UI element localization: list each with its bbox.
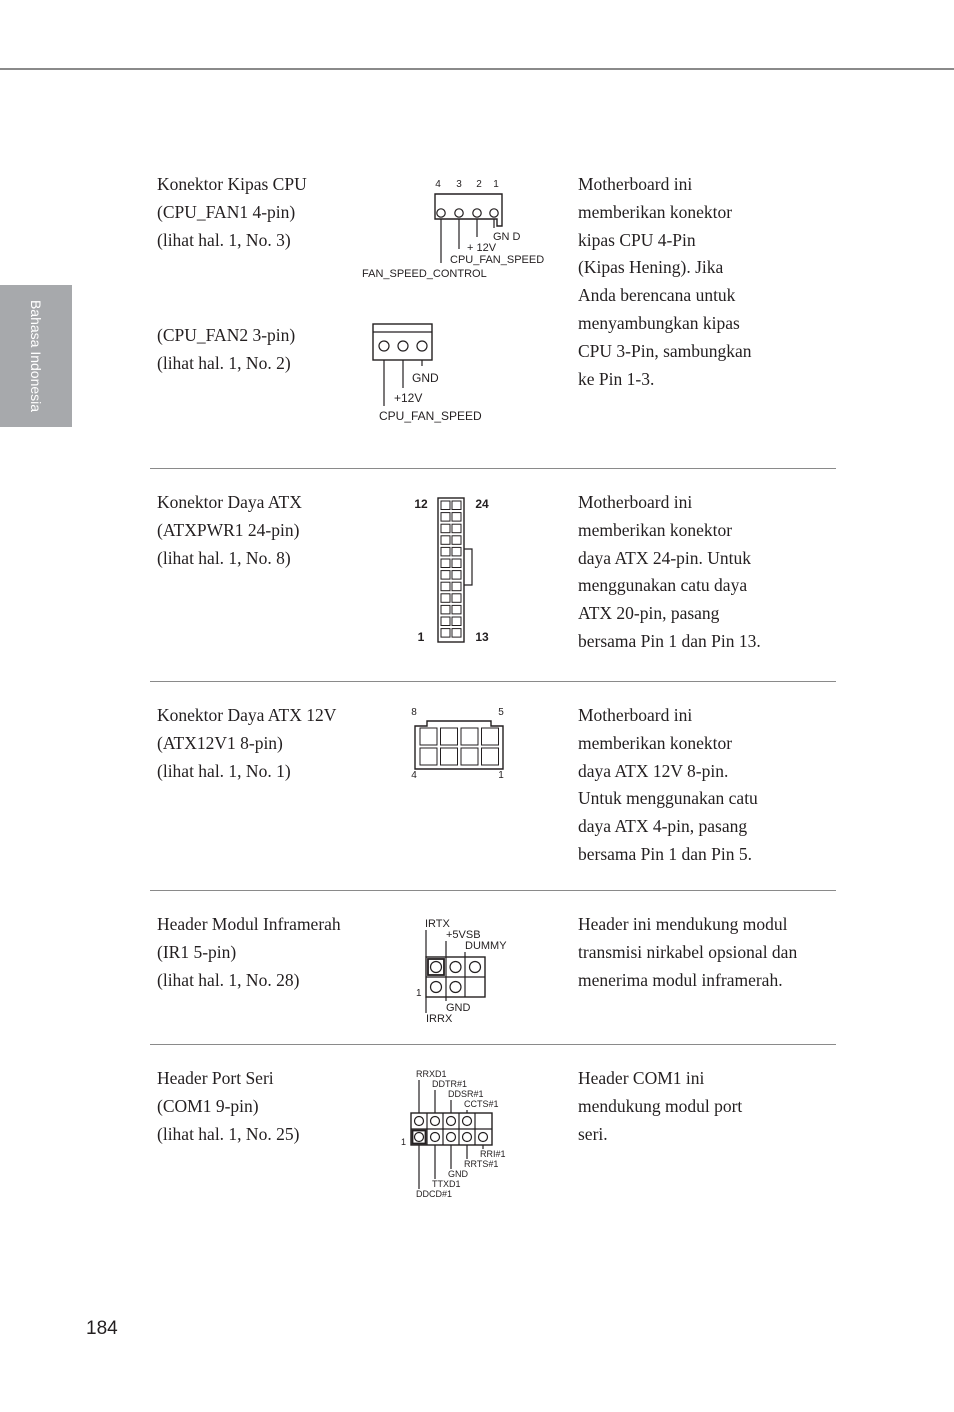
atx12v-title: Konektor Daya ATX 12V (ATX12V1 8-pin) (lihat hal. 1, No. 1) bbox=[157, 705, 337, 781]
cpu-fan-speed-label: CPU_FAN_SPEED bbox=[379, 409, 482, 423]
rrxd1-label: RRXD1 bbox=[416, 1069, 447, 1079]
gnd-label: GND bbox=[412, 371, 439, 385]
atx12v-diagram bbox=[405, 702, 515, 784]
top-rule bbox=[0, 68, 954, 70]
section-divider bbox=[150, 468, 836, 469]
cpu-fan-speed-label: CPU_FAN_SPEED bbox=[450, 254, 545, 266]
pin-number: 2 bbox=[476, 179, 482, 190]
dummy-label: DUMMY bbox=[465, 940, 507, 952]
side-tab-label: Bahasa Indonesia bbox=[28, 299, 44, 413]
pin-one-label: 1 bbox=[416, 988, 422, 999]
pin-number: 4 bbox=[435, 179, 441, 190]
ir-header-title: Header Modul Inframerah (IR1 5-pin) (lihat hal. 1, No. 28) bbox=[157, 914, 341, 990]
ir-header-diagram bbox=[410, 913, 530, 1028]
pin-number: 12 bbox=[414, 497, 428, 511]
gnd-label: GND bbox=[446, 1002, 471, 1014]
side-language-tab bbox=[0, 285, 72, 427]
pin-number: 1 bbox=[417, 630, 425, 644]
com-port-description: Header COM1 ini mendukung modul port seri. bbox=[578, 1068, 743, 1144]
ttxd1-label: TTXD1 bbox=[432, 1179, 461, 1189]
com-port-title: Header Port Seri (COM1 9-pin) (lihat hal. 1, No. 25) bbox=[157, 1068, 300, 1144]
cpu-fan2-title: (CPU_FAN2 3-pin) (lihat hal. 1, No. 2) bbox=[157, 325, 296, 373]
pin-number: 24 bbox=[475, 497, 489, 511]
pin-number: 4 bbox=[411, 770, 417, 781]
fan-speed-control-label: FAN_SPEED_CONTROL bbox=[362, 268, 487, 280]
pin-number: 3 bbox=[456, 179, 462, 190]
atx-power-description: Motherboard ini memberikan konektor daya ATX 24-pin. Untuk menggunakan catu daya ATX 20-pin, pasang bersama Pin 1 dan Pin 13. bbox=[578, 492, 761, 651]
ccts1-label: CCTS#1 bbox=[464, 1099, 499, 1109]
ddsr1-label: DDSR#1 bbox=[448, 1089, 484, 1099]
pin-number: 13 bbox=[475, 630, 489, 644]
atx24-diagram bbox=[405, 493, 505, 648]
section-divider bbox=[150, 890, 836, 891]
12v-label: +12V bbox=[394, 391, 423, 405]
rrts1-label: RRTS#1 bbox=[464, 1159, 499, 1169]
12v-label: + 12V bbox=[467, 242, 497, 254]
rri1-label: RRI#1 bbox=[480, 1149, 506, 1159]
section-divider bbox=[150, 681, 836, 682]
gnd-label: GN D bbox=[493, 231, 521, 243]
page-number: 184 bbox=[86, 1318, 118, 1339]
gnd-label: GND bbox=[448, 1169, 468, 1179]
ir-header-description: Header ini mendukung modul transmisi nirkabel opsional dan menerima modul inframerah. bbox=[578, 914, 798, 990]
pin-number: 8 bbox=[411, 707, 417, 718]
irtx-label: IRTX bbox=[425, 918, 450, 930]
cpu-fan-title: Konektor Kipas CPU (CPU_FAN1 4-pin) (lihat hal. 1, No. 3) bbox=[157, 174, 307, 250]
cpu-fan-description: Motherboard ini memberikan konektor kipas CPU 4-Pin (Kipas Hening). Jika Anda berencana untuk menyambungkan kipas CPU 3-Pin, sambungkan ke Pin 1-3. bbox=[578, 174, 752, 389]
pin-number: 1 bbox=[498, 770, 504, 781]
pin-number: 5 bbox=[498, 707, 504, 718]
atx-power-title: Konektor Daya ATX (ATXPWR1 24-pin) (lihat hal. 1, No. 8) bbox=[157, 492, 302, 568]
irrx-label: IRRX bbox=[426, 1013, 453, 1025]
pin-one-label: 1 bbox=[401, 1137, 407, 1147]
ddcd1-label: DDCD#1 bbox=[416, 1189, 453, 1199]
com-header-diagram bbox=[395, 1066, 525, 1201]
pin-number: 1 bbox=[493, 179, 499, 190]
section-divider bbox=[150, 1044, 836, 1045]
cpu-fan2-diagram bbox=[370, 320, 510, 430]
5vsb-label: +5VSB bbox=[446, 929, 481, 941]
atx12v-description: Motherboard ini memberikan konektor daya ATX 12V 8-pin. Untuk menggunakan catu daya ATX 4-pin, pasang bersama Pin 1 dan Pin 5. bbox=[578, 705, 758, 864]
cpu-fan1-diagram bbox=[355, 175, 565, 285]
ddtr1-label: DDTR#1 bbox=[432, 1079, 468, 1089]
